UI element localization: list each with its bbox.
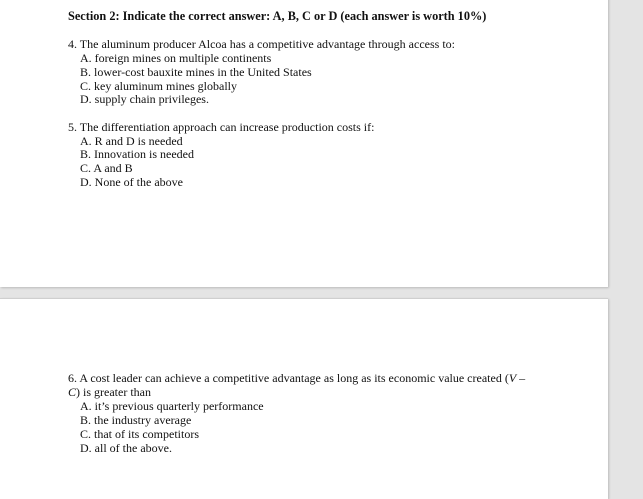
question-6-option-d: D. all of the above.: [80, 441, 172, 455]
question-6-option-a: A. it’s previous quarterly performance: [80, 399, 264, 413]
section-heading: Section 2: Indicate the correct answer: A, B, C or D (each answer is worth 10%): [68, 9, 487, 23]
variable-v: V: [508, 371, 517, 385]
question-5-option-b: B. Innovation is needed: [80, 147, 194, 161]
question-5-option-a: A. R and D is needed: [80, 134, 183, 148]
question-5-option-c: C. A and B: [80, 161, 133, 175]
question-4-prompt: 4. The aluminum producer Alcoa has a competitive advantage through access to:: [68, 37, 455, 51]
question-6-option-c: C. that of its competitors: [80, 427, 199, 441]
question-5-option-d: D. None of the above: [80, 175, 183, 189]
question-4-option-c: C. key aluminum mines globally: [80, 79, 237, 93]
question-4-option-b: B. lower-cost bauxite mines in the United States: [80, 65, 312, 79]
question-6-prompt-line2: [68, 385, 151, 399]
question-4-option-d: D. supply chain privileges.: [80, 92, 209, 106]
prompt-text: ) is greater than: [76, 385, 151, 399]
prompt-text: 6. A cost leader can achieve a competitive advantage as long as its economic value created (: [68, 371, 509, 385]
question-4-option-a: A. foreign mines on multiple continents: [80, 51, 272, 65]
minus-sign: –: [516, 371, 526, 385]
question-5-prompt: 5. The differentiation approach can increase production costs if:: [68, 120, 375, 134]
question-6-prompt-line1: [68, 371, 525, 385]
question-6-option-b: B. the industry average: [80, 413, 192, 427]
variable-c: C: [68, 385, 77, 399]
